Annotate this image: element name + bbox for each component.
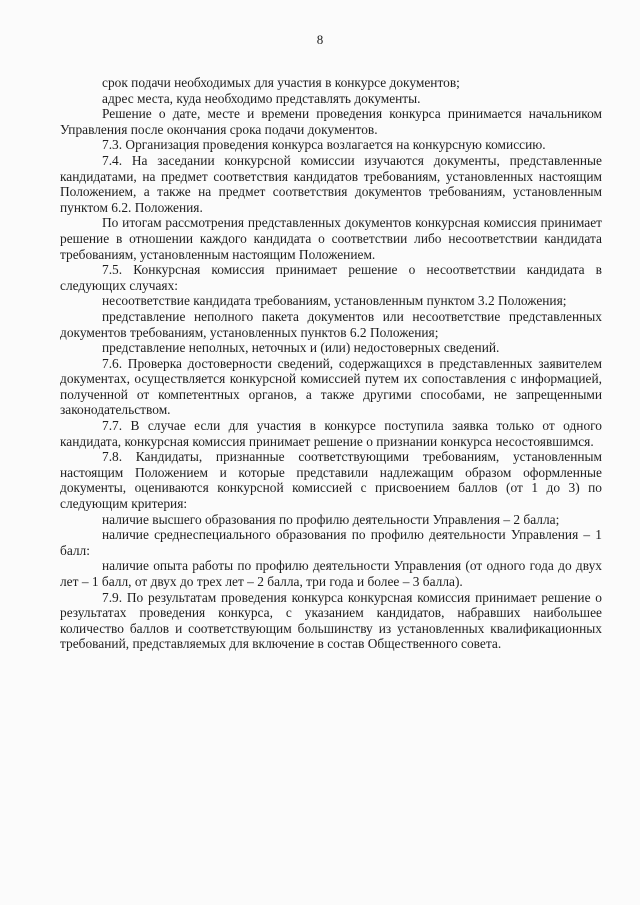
paragraph: представление неполных, неточных и (или) недостоверных сведений. [102,340,500,356]
paragraph: По итогам рассмотрения представленных документов конкурсная комиссия принимает решение в отношении каждого кандидата о соответствии либо несоответствии кандидата требованиям, установленным настоящим Положением. [60,215,602,262]
paragraph: 7.8. Кандидаты, признанные соответствующими требованиям, установленным настоящим Положением и которые представили надлежащим образом оформленные документы, оцениваются конкурсной комиссией с присвоением баллов (от 1 до 3) по следующим критерия: [60,449,602,512]
paragraph: 7.3. Организация проведения конкурса возлагается на конкурсную комиссию. [102,137,546,153]
paragraph: Решение о дате, месте и времени проведения конкурса принимается начальником Управления после окончания срока подачи документов. [60,106,602,137]
paragraph: срок подачи необходимых для участия в конкурсе документов; [102,75,460,90]
paragraph: 7.9. По результатам проведения конкурса конкурсная комиссия принимает решение о результатах проведения конкурса, с указанием кандидатов, набравших наибольшее количество баллов и соответствующим большинству из установленных квалификационных требований, представляемых для включение в состав Общественного совета. [60,589,602,652]
paragraph: 7.7. В случае если для участия в конкурсе поступила заявка только от одного кандидата, конкурсная комиссия принимает решение о признании конкурса несостоявшимся. [60,418,602,449]
paragraph: наличие среднеспециального образования по профилю деятельности Управления – 1 балл: [60,527,602,558]
paragraph: адрес места, куда необходимо представлять документы. [102,90,421,106]
paragraph: 7.4. На заседании конкурсной комиссии изучаются документы, представленные кандидатами, на предмет соответствия кандидатов требованиям, установленных настоящим Положением, а также на предмет соответствия документов требованиям, установленным пунктом 6.2. Положения. [60,152,602,215]
paragraph: несоответствие кандидата требованиям, установленным пунктом 3.2 Положения; [102,293,567,309]
paragraph: наличие опыта работы по профилю деятельности Управления (от одного года до двух лет – 1 балл, от двух до трех лет – 2 балла, три года и более – 3 балла). [60,558,602,589]
page-number: 8 [316,32,324,47]
paragraph: представление неполного пакета документов или несоответствие представленных документов требованиям, установленных пунктов 6.2 Положения; [60,308,602,340]
document-body [60,75,602,652]
paragraph: наличие высшего образования по профилю деятельности Управления – 2 балла; [102,511,560,527]
paragraph: 7.6. Проверка достоверности сведений, содержащихся в представленных заявителем документах, осуществляется конкурсной комиссией путем их сопоставления с информацией, полученной от компетентных органов, а также другими способами, не запрещенными законодательством. [60,355,602,418]
paragraph: 7.5. Конкурсная комиссия принимает решение о несоответствии кандидата в следующих случаях: [60,262,602,293]
